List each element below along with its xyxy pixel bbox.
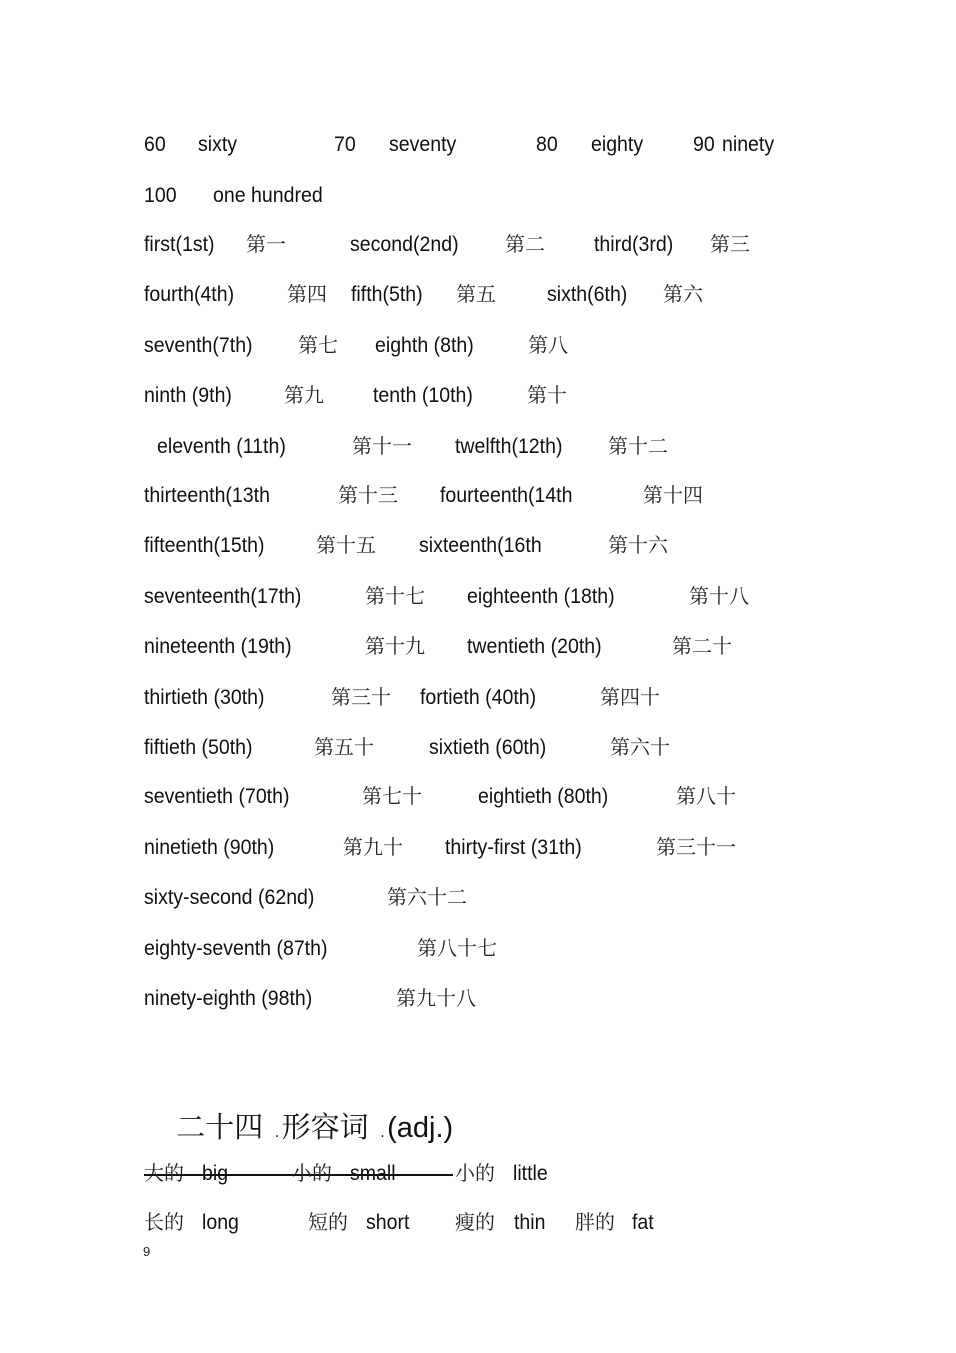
ordinal-en: fifteenth(15th) xyxy=(144,534,265,557)
cardinal-word: one hundred xyxy=(213,184,323,207)
ordinal-en: seventh(7th) xyxy=(144,334,253,357)
ordinal-en: nineteenth (19th) xyxy=(144,635,292,658)
ordinal-en: fiftieth (50th) xyxy=(144,736,253,759)
ordinal-zh: 第四十 xyxy=(600,685,660,709)
adjective-zh: 短的 xyxy=(308,1210,348,1234)
ordinal-zh: 第十 xyxy=(527,383,567,407)
ordinal-zh: 第十八 xyxy=(689,584,749,608)
ordinal-en: thirtieth (30th) xyxy=(144,686,265,709)
ordinal-en: third(3rd) xyxy=(594,233,674,256)
ordinal-zh: 第一 xyxy=(246,232,286,256)
adjective-en: thin xyxy=(514,1211,546,1234)
ordinal-zh: 第九十八 xyxy=(396,986,476,1010)
ordinal-zh: 第三 xyxy=(710,232,750,256)
cardinal-word: eighty xyxy=(591,133,644,156)
ordinal-zh: 第九 xyxy=(284,383,324,407)
adjective-en: small xyxy=(350,1162,396,1185)
cardinal-number: 70 xyxy=(334,133,356,156)
section-heading-en: (adj.) xyxy=(387,1112,454,1144)
cardinal-word: sixty xyxy=(198,133,238,156)
ordinal-en: thirteenth(13th xyxy=(144,484,270,507)
ordinal-en: fourth(4th) xyxy=(144,283,235,306)
ordinal-en: sixty-second (62nd) xyxy=(144,886,315,909)
ordinal-en: sixtieth (60th) xyxy=(429,736,547,759)
adjective-zh: 大的 xyxy=(144,1161,184,1185)
ordinal-en: eighth (8th) xyxy=(375,334,474,357)
ordinal-zh: 第十四 xyxy=(643,483,703,507)
cardinal-number: 60 xyxy=(144,133,166,156)
ordinal-en: eighty-seventh (87th) xyxy=(144,937,328,960)
adjective-en: short xyxy=(366,1211,410,1234)
ordinal-en: second(2nd) xyxy=(350,233,459,256)
ordinal-en: ninth (9th) xyxy=(144,384,232,407)
adjective-zh: 小的 xyxy=(455,1161,495,1185)
ordinal-zh: 第八十 xyxy=(676,784,736,808)
cardinal-word: seventy xyxy=(389,133,457,156)
ordinal-en: eleventh (11th) xyxy=(157,435,286,458)
ordinal-en: tenth (10th) xyxy=(373,384,473,407)
cardinal-number: 90 xyxy=(693,133,715,156)
ordinal-zh: 第四 xyxy=(287,282,327,306)
ordinal-en: sixteenth(16th xyxy=(419,534,542,557)
ordinal-zh: 第五 xyxy=(456,282,496,306)
ordinal-zh: 第六十二 xyxy=(387,885,467,909)
ordinal-zh: 第十一 xyxy=(352,434,412,458)
ordinal-en: thirty-first (31th) xyxy=(445,836,582,859)
ordinal-en: sixth(6th) xyxy=(547,283,628,306)
section-heading-zh: 二十四 .形容词 . xyxy=(176,1110,388,1144)
ordinal-en: eightieth (80th) xyxy=(478,785,609,808)
ordinal-en: seventieth (70th) xyxy=(144,785,290,808)
ordinal-zh: 第三十一 xyxy=(656,835,736,859)
ordinal-zh: 第十七 xyxy=(365,584,425,608)
ordinal-zh: 第二 xyxy=(505,232,545,256)
ordinal-zh: 第二十 xyxy=(672,634,732,658)
ordinal-zh: 第七十 xyxy=(362,784,422,808)
ordinal-en: fourteenth(14th xyxy=(440,484,573,507)
adjective-zh: 瘦的 xyxy=(455,1210,495,1234)
adjective-en: big xyxy=(202,1162,229,1185)
ordinal-zh: 第七 xyxy=(298,333,338,357)
ordinal-en: eighteenth (18th) xyxy=(467,585,615,608)
ordinal-zh: 第八十七 xyxy=(417,936,497,960)
ordinal-zh: 第六十 xyxy=(610,735,670,759)
ordinal-en: ninety-eighth (98th) xyxy=(144,987,313,1010)
ordinal-zh: 第六 xyxy=(663,282,703,306)
ordinal-zh: 第十二 xyxy=(608,434,668,458)
adjective-en: fat xyxy=(632,1211,654,1234)
ordinal-zh: 第九十 xyxy=(343,835,403,859)
adjective-zh: 胖的 xyxy=(575,1210,615,1234)
ordinal-en: fortieth (40th) xyxy=(420,686,537,709)
ordinal-zh: 第三十 xyxy=(331,685,391,709)
ordinal-en: twentieth (20th) xyxy=(467,635,602,658)
cardinal-number: 100 xyxy=(144,184,177,207)
ordinal-en: twelfth(12th) xyxy=(455,435,563,458)
ordinal-en: seventeenth(17th) xyxy=(144,585,302,608)
cardinal-word: ninety xyxy=(722,133,775,156)
ordinal-en: ninetieth (90th) xyxy=(144,836,275,859)
ordinal-zh: 第十九 xyxy=(365,634,425,658)
adjective-en: little xyxy=(513,1162,548,1185)
ordinal-zh: 第五十 xyxy=(314,735,374,759)
ordinal-zh: 第八 xyxy=(528,333,568,357)
ordinal-en: first(1st) xyxy=(144,233,215,256)
adjective-en: long xyxy=(202,1211,239,1234)
ordinal-zh: 第十三 xyxy=(338,483,398,507)
adjective-zh: 小的 xyxy=(292,1161,332,1185)
adjective-zh: 长的 xyxy=(144,1210,184,1234)
page-number: 9 xyxy=(143,1244,151,1259)
cardinal-number: 80 xyxy=(536,133,558,156)
ordinal-en: fifth(5th) xyxy=(351,283,423,306)
ordinal-zh: 第十五 xyxy=(316,533,376,557)
ordinal-zh: 第十六 xyxy=(608,533,668,557)
